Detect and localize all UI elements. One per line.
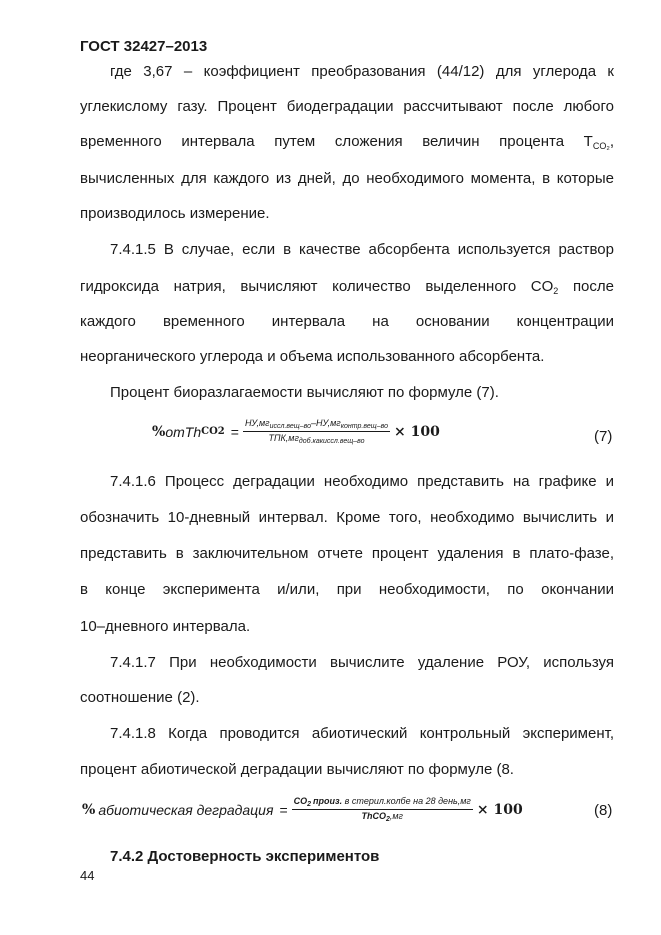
text-line: производилось измерение. <box>80 205 270 222</box>
formula-7 <box>152 418 440 445</box>
formula-text: ,мг <box>389 811 403 821</box>
numerator <box>292 796 473 810</box>
text-fragment: временного интервала путем сложения величин процента T <box>80 133 593 150</box>
subscript: CO₂ <box>592 141 610 151</box>
formula-text: абиотическая деградация <box>98 801 274 818</box>
text-fragment: гидроксида натрия, вычисляют количество выделенного CO <box>80 278 554 295</box>
formula-text: в стерил.колбе на 28 день,мг <box>342 796 471 806</box>
text-line: 7.4.1.8 Когда проводится абиотический контрольный эксперимент, <box>110 725 614 742</box>
text-line: каждого временного интервала на основании концентрации <box>80 313 614 330</box>
text-line: 7.4.1.6 Процесс деградации необходимо представить на графике и <box>110 473 614 490</box>
text-line: неорганического углерода и объема использованного абсорбента. <box>80 348 545 365</box>
text-line: углекислому газу. Процент биодеградации рассчитывают после любого <box>80 98 614 115</box>
page-number: 44 <box>80 868 95 883</box>
formula-8 <box>82 796 523 823</box>
text-fragment: , <box>609 133 614 150</box>
text-line: 10–дневного интервала. <box>80 618 251 635</box>
formula-text: произ. <box>313 796 343 806</box>
equation-number: (8) <box>594 802 613 819</box>
text-line: где 3,67 – коэффициент преобразования (44/12) для углерода к <box>110 63 614 80</box>
text-line: соотношение (2). <box>80 689 200 706</box>
subscript: 2 <box>385 816 390 823</box>
standard-header: ГОСТ 32427–2013 <box>80 38 208 55</box>
text-line <box>80 133 614 151</box>
formula-text: НУ,мг <box>244 418 270 428</box>
subscript: иссл.вещ–во <box>269 423 312 430</box>
subscript: CO2 <box>201 426 225 437</box>
percent-sign: % <box>82 801 96 818</box>
text-line: 7.4.1.7 При необходимости вычислите удаление РОУ, используя <box>110 654 614 671</box>
text-line: 7.4.1.5 В случае, если в качестве абсорбента используется раствор <box>110 241 614 258</box>
text-fragment: после <box>558 278 614 295</box>
text-line: в конце эксперимента и/или, при необходимости, по окончании <box>80 581 614 598</box>
text-line: вычисленных для каждого из дней, до необходимого момента, в которые <box>80 170 614 187</box>
multiplier: × 100 <box>476 801 523 818</box>
fraction <box>243 418 390 445</box>
text-line: процент абиотической деградации вычисляют по формуле (8. <box>80 761 514 778</box>
numerator <box>243 418 390 432</box>
subscript: доб.какиссл.вещ–во <box>298 438 365 445</box>
section-title: 7.4.2 Достоверность экспериментов <box>110 848 380 865</box>
equals-sign: = <box>279 801 288 818</box>
fraction <box>292 796 473 823</box>
text-line <box>80 278 614 296</box>
equals-sign: = <box>230 423 239 440</box>
subscript: контр.вещ–во <box>340 423 388 430</box>
percent-sign: % <box>152 423 166 440</box>
multiplier: × 100 <box>394 423 440 440</box>
formula-text: от <box>165 423 185 440</box>
equation-number: (7) <box>594 428 613 445</box>
text-line: Процент биоразлагаемости вычисляют по формуле (7). <box>110 384 499 401</box>
denominator <box>361 810 403 823</box>
formula-text: Th <box>184 423 202 440</box>
text-line: представить в заключительном отчете процент удаления в плато-фазе, <box>80 545 614 562</box>
formula-text: ThCO <box>361 811 386 821</box>
formula-text: CO <box>293 796 308 806</box>
formula-text: –НУ,мг <box>311 418 341 428</box>
subscript: 2 <box>553 286 559 296</box>
subscript: 2 <box>307 801 312 808</box>
denominator <box>268 432 364 445</box>
formula-text: ТПК,мг <box>268 433 299 443</box>
text-line: обозначить 10-дневный интервал. Кроме того, необходимо вычислить и <box>80 509 614 526</box>
